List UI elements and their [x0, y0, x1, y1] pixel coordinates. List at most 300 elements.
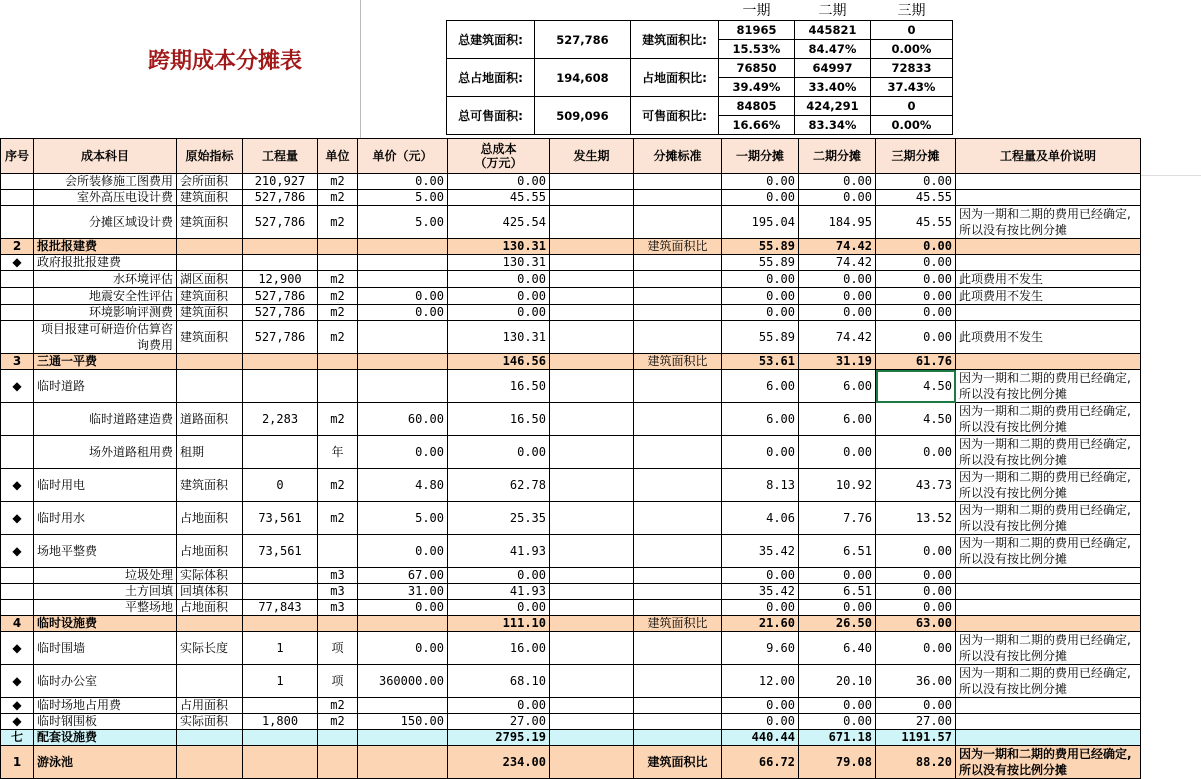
unit-price-cell[interactable]: 0.00 — [358, 632, 448, 665]
phase-ratio-cell[interactable]: 83.34% — [795, 116, 871, 135]
total-cost-cell[interactable]: 0.00 — [448, 271, 550, 288]
metric-cell[interactable] — [177, 730, 243, 746]
metric-cell[interactable]: 建筑面积 — [177, 190, 243, 206]
allocation-standard-cell[interactable] — [634, 469, 722, 502]
unit-price-cell[interactable] — [358, 370, 448, 403]
note-cell[interactable] — [956, 730, 1141, 746]
quantity-cell[interactable]: 0 — [243, 469, 318, 502]
allocation-standard-cell[interactable] — [634, 436, 722, 469]
total-cost-cell[interactable]: 25.35 — [448, 502, 550, 535]
phase1-cell[interactable]: 440.44 — [722, 730, 799, 746]
period-cell[interactable] — [550, 436, 634, 469]
phase3-cell[interactable]: 0.00 — [876, 568, 956, 584]
cost-item-cell[interactable]: 室外高压电设计费 — [34, 190, 177, 206]
metric-cell[interactable] — [177, 665, 243, 698]
allocation-standard-cell[interactable] — [634, 255, 722, 271]
seq-cell[interactable]: 七 — [1, 730, 34, 746]
period-cell[interactable] — [550, 403, 634, 436]
seq-cell[interactable]: ◆ — [1, 535, 34, 568]
phase1-cell[interactable]: 4.06 — [722, 502, 799, 535]
period-cell[interactable] — [550, 698, 634, 714]
phase1-cell[interactable]: 0.00 — [722, 174, 799, 190]
note-cell[interactable]: 因为一期和二期的费用已经确定,所以没有按比例分摊 — [956, 502, 1141, 535]
unit-price-cell[interactable]: 0.00 — [358, 174, 448, 190]
note-cell[interactable] — [956, 600, 1141, 616]
unit-cell[interactable]: m2 — [318, 288, 358, 305]
phase-area-cell[interactable]: 84805 — [719, 97, 795, 116]
phase2-cell[interactable]: 0.00 — [799, 600, 876, 616]
allocation-standard-cell[interactable] — [634, 632, 722, 665]
period-cell[interactable] — [550, 746, 634, 779]
seq-cell[interactable] — [1, 271, 34, 288]
cost-item-cell[interactable]: 地震安全性评估 — [34, 288, 177, 305]
unit-price-cell[interactable] — [358, 255, 448, 271]
metric-cell[interactable]: 建筑面积 — [177, 469, 243, 502]
total-cost-cell[interactable]: 2795.19 — [448, 730, 550, 746]
phase2-cell[interactable]: 0.00 — [799, 305, 876, 321]
period-cell[interactable] — [550, 321, 634, 354]
column-header[interactable]: 二期分摊 — [799, 139, 876, 174]
unit-cell[interactable] — [318, 255, 358, 271]
note-cell[interactable] — [956, 305, 1141, 321]
note-cell[interactable]: 此项费用不发生 — [956, 321, 1141, 354]
unit-cell[interactable]: m3 — [318, 600, 358, 616]
note-cell[interactable]: 因为一期和二期的费用已经确定,所以没有按比例分摊 — [956, 632, 1141, 665]
unit-price-cell[interactable]: 150.00 — [358, 714, 448, 730]
ratio-label[interactable]: 建筑面积比: — [631, 21, 719, 59]
allocation-standard-cell[interactable] — [634, 584, 722, 600]
phase1-cell[interactable]: 0.00 — [722, 271, 799, 288]
phase3-cell[interactable]: 0.00 — [876, 632, 956, 665]
metric-cell[interactable]: 占地面积 — [177, 600, 243, 616]
unit-cell[interactable]: 项 — [318, 632, 358, 665]
quantity-cell[interactable]: 2,283 — [243, 403, 318, 436]
phase1-cell[interactable]: 55.89 — [722, 239, 799, 255]
period-cell[interactable] — [550, 239, 634, 255]
phase3-cell[interactable]: 0.00 — [876, 584, 956, 600]
phase-area-cell[interactable]: 424,291 — [795, 97, 871, 116]
period-cell[interactable] — [550, 206, 634, 239]
period-cell[interactable] — [550, 174, 634, 190]
unit-price-cell[interactable]: 67.00 — [358, 568, 448, 584]
phase3-cell[interactable]: 0.00 — [876, 255, 956, 271]
unit-cell[interactable]: m2 — [318, 174, 358, 190]
unit-cell[interactable] — [318, 370, 358, 403]
column-header[interactable]: 序号 — [1, 139, 34, 174]
total-cost-cell[interactable]: 130.31 — [448, 321, 550, 354]
phase2-cell[interactable]: 6.00 — [799, 403, 876, 436]
note-cell[interactable]: 因为一期和二期的费用已经确定,所以没有按比例分摊 — [956, 746, 1141, 779]
allocation-standard-cell[interactable] — [634, 502, 722, 535]
total-cost-cell[interactable]: 425.54 — [448, 206, 550, 239]
unit-price-cell[interactable]: 60.00 — [358, 403, 448, 436]
total-cost-cell[interactable]: 0.00 — [448, 698, 550, 714]
phase2-cell[interactable]: 74.42 — [799, 321, 876, 354]
phase-area-cell[interactable]: 81965 — [719, 21, 795, 40]
phase2-cell[interactable]: 0.00 — [799, 568, 876, 584]
phase1-cell[interactable]: 35.42 — [722, 535, 799, 568]
total-cost-cell[interactable]: 0.00 — [448, 436, 550, 469]
note-cell[interactable] — [956, 255, 1141, 271]
cost-item-cell[interactable]: 临时设施费 — [34, 616, 177, 632]
unit-cell[interactable]: m2 — [318, 502, 358, 535]
phase2-cell[interactable]: 0.00 — [799, 436, 876, 469]
metric-cell[interactable]: 租期 — [177, 436, 243, 469]
unit-price-cell[interactable]: 0.00 — [358, 305, 448, 321]
period-cell[interactable] — [550, 730, 634, 746]
allocation-standard-cell[interactable] — [634, 568, 722, 584]
note-cell[interactable]: 因为一期和二期的费用已经确定,所以没有按比例分摊 — [956, 535, 1141, 568]
allocation-standard-cell[interactable]: 建筑面积比 — [634, 746, 722, 779]
ratio-label[interactable]: 可售面积比: — [631, 97, 719, 135]
phase3-cell[interactable]: 0.00 — [876, 600, 956, 616]
phase3-cell[interactable]: 61.76 — [876, 354, 956, 370]
unit-cell[interactable]: m2 — [318, 403, 358, 436]
unit-cell[interactable]: 项 — [318, 665, 358, 698]
metric-cell[interactable]: 实际面积 — [177, 714, 243, 730]
unit-price-cell[interactable]: 5.00 — [358, 206, 448, 239]
period-cell[interactable] — [550, 271, 634, 288]
cost-item-cell[interactable]: 临时办公室 — [34, 665, 177, 698]
seq-cell[interactable] — [1, 321, 34, 354]
phase2-cell[interactable]: 7.76 — [799, 502, 876, 535]
unit-cell[interactable]: m2 — [318, 469, 358, 502]
seq-cell[interactable]: ◆ — [1, 502, 34, 535]
seq-cell[interactable]: ◆ — [1, 714, 34, 730]
unit-cell[interactable]: m3 — [318, 584, 358, 600]
quantity-cell[interactable]: 73,561 — [243, 535, 318, 568]
unit-cell[interactable]: m2 — [318, 271, 358, 288]
cost-item-cell[interactable]: 分摊区域设计费 — [34, 206, 177, 239]
quantity-cell[interactable] — [243, 584, 318, 600]
total-cost-cell[interactable]: 0.00 — [448, 288, 550, 305]
total-cost-cell[interactable]: 0.00 — [448, 568, 550, 584]
phase-ratio-cell[interactable]: 39.49% — [719, 78, 795, 97]
phase2-cell[interactable]: 79.08 — [799, 746, 876, 779]
unit-cell[interactable]: m2 — [318, 206, 358, 239]
seq-cell[interactable]: ◆ — [1, 665, 34, 698]
seq-cell[interactable]: 2 — [1, 239, 34, 255]
period-cell[interactable] — [550, 584, 634, 600]
note-cell[interactable] — [956, 239, 1141, 255]
note-cell[interactable] — [956, 698, 1141, 714]
note-cell[interactable]: 因为一期和二期的费用已经确定,所以没有按比例分摊 — [956, 206, 1141, 239]
note-cell[interactable]: 此项费用不发生 — [956, 288, 1141, 305]
phase3-cell[interactable]: 0.00 — [876, 436, 956, 469]
cost-item-cell[interactable]: 临时围墙 — [34, 632, 177, 665]
quantity-cell[interactable] — [243, 746, 318, 779]
period-cell[interactable] — [550, 288, 634, 305]
allocation-standard-cell[interactable] — [634, 305, 722, 321]
phase3-cell[interactable]: 0.00 — [876, 174, 956, 190]
quantity-cell[interactable]: 77,843 — [243, 600, 318, 616]
phase3-cell[interactable]: 0.00 — [876, 305, 956, 321]
phase3-cell[interactable]: 0.00 — [876, 288, 956, 305]
cost-item-cell[interactable]: 游泳池 — [34, 746, 177, 779]
note-cell[interactable]: 因为一期和二期的费用已经确定,所以没有按比例分摊 — [956, 469, 1141, 502]
phase1-cell[interactable]: 0.00 — [722, 600, 799, 616]
cost-item-cell[interactable]: 临时道路 — [34, 370, 177, 403]
phase-ratio-cell[interactable]: 33.40% — [795, 78, 871, 97]
seq-cell[interactable] — [1, 600, 34, 616]
metric-cell[interactable] — [177, 239, 243, 255]
allocation-standard-cell[interactable] — [634, 665, 722, 698]
column-header[interactable]: 分摊标准 — [634, 139, 722, 174]
total-cost-cell[interactable]: 45.55 — [448, 190, 550, 206]
cost-item-cell[interactable]: 会所装修施工图费用 — [34, 174, 177, 190]
phase3-cell[interactable]: 4.50 — [876, 370, 956, 403]
cost-item-cell[interactable]: 报批报建费 — [34, 239, 177, 255]
total-cost-cell[interactable]: 16.50 — [448, 403, 550, 436]
metric-cell[interactable]: 占地面积 — [177, 502, 243, 535]
unit-cell[interactable]: m2 — [318, 305, 358, 321]
unit-price-cell[interactable] — [358, 271, 448, 288]
cost-item-cell[interactable]: 临时场地占用费 — [34, 698, 177, 714]
allocation-standard-cell[interactable]: 建筑面积比 — [634, 354, 722, 370]
phase2-cell[interactable]: 6.40 — [799, 632, 876, 665]
allocation-standard-cell[interactable] — [634, 730, 722, 746]
note-cell[interactable]: 因为一期和二期的费用已经确定,所以没有按比例分摊 — [956, 665, 1141, 698]
unit-cell[interactable]: 年 — [318, 436, 358, 469]
phase-area-cell[interactable]: 445821 — [795, 21, 871, 40]
phase2-cell[interactable]: 20.10 — [799, 665, 876, 698]
quantity-cell[interactable] — [243, 568, 318, 584]
unit-price-cell[interactable]: 360000.00 — [358, 665, 448, 698]
quantity-cell[interactable]: 527,786 — [243, 288, 318, 305]
period-cell[interactable] — [550, 255, 634, 271]
phase3-cell[interactable]: 0.00 — [876, 239, 956, 255]
allocation-standard-cell[interactable] — [634, 698, 722, 714]
cost-item-cell[interactable]: 水环境评估 — [34, 271, 177, 288]
column-header[interactable]: 单位 — [318, 139, 358, 174]
cost-item-cell[interactable]: 临时钢围板 — [34, 714, 177, 730]
unit-price-cell[interactable] — [358, 354, 448, 370]
phase-ratio-cell[interactable]: 16.66% — [719, 116, 795, 135]
unit-cell[interactable] — [318, 746, 358, 779]
phase1-cell[interactable]: 0.00 — [722, 436, 799, 469]
phase1-cell[interactable]: 0.00 — [722, 698, 799, 714]
note-cell[interactable]: 因为一期和二期的费用已经确定,所以没有按比例分摊 — [956, 403, 1141, 436]
unit-cell[interactable] — [318, 616, 358, 632]
phase2-cell[interactable]: 184.95 — [799, 206, 876, 239]
cost-item-cell[interactable]: 项目报建可研造价估算咨询费用 — [34, 321, 177, 354]
quantity-cell[interactable] — [243, 255, 318, 271]
metric-cell[interactable] — [177, 255, 243, 271]
metric-cell[interactable]: 占用面积 — [177, 698, 243, 714]
quantity-cell[interactable]: 210,927 — [243, 174, 318, 190]
phase1-cell[interactable]: 8.13 — [722, 469, 799, 502]
quantity-cell[interactable] — [243, 698, 318, 714]
metric-cell[interactable]: 建筑面积 — [177, 321, 243, 354]
phase3-cell[interactable]: 88.20 — [876, 746, 956, 779]
phase2-cell[interactable]: 31.19 — [799, 354, 876, 370]
total-cost-cell[interactable]: 62.78 — [448, 469, 550, 502]
phase1-cell[interactable]: 195.04 — [722, 206, 799, 239]
seq-cell[interactable] — [1, 436, 34, 469]
phase2-cell[interactable]: 0.00 — [799, 174, 876, 190]
unit-cell[interactable]: m2 — [318, 190, 358, 206]
phase1-cell[interactable]: 12.00 — [722, 665, 799, 698]
column-header[interactable]: 原始指标 — [177, 139, 243, 174]
total-cost-cell[interactable]: 41.93 — [448, 535, 550, 568]
phase3-cell[interactable]: 0.00 — [876, 698, 956, 714]
summary-label[interactable]: 总可售面积: — [447, 97, 535, 135]
quantity-cell[interactable]: 12,900 — [243, 271, 318, 288]
unit-cell[interactable] — [318, 239, 358, 255]
column-header[interactable]: 成本科目 — [34, 139, 177, 174]
allocation-standard-cell[interactable] — [634, 600, 722, 616]
note-cell[interactable]: 因为一期和二期的费用已经确定,所以没有按比例分摊 — [956, 370, 1141, 403]
phase1-cell[interactable]: 0.00 — [722, 568, 799, 584]
unit-cell[interactable] — [318, 535, 358, 568]
unit-price-cell[interactable] — [358, 730, 448, 746]
phase-area-cell[interactable]: 0 — [871, 21, 953, 40]
metric-cell[interactable]: 建筑面积 — [177, 206, 243, 239]
metric-cell[interactable]: 回填体积 — [177, 584, 243, 600]
cost-item-cell[interactable]: 临时道路建造费 — [34, 403, 177, 436]
seq-cell[interactable]: 4 — [1, 616, 34, 632]
total-cost-cell[interactable]: 146.56 — [448, 354, 550, 370]
cost-item-cell[interactable]: 政府报批报建费 — [34, 255, 177, 271]
metric-cell[interactable]: 湖区面积 — [177, 271, 243, 288]
cost-item-cell[interactable]: 临时用电 — [34, 469, 177, 502]
metric-cell[interactable]: 实际体积 — [177, 568, 243, 584]
phase3-cell[interactable]: 63.00 — [876, 616, 956, 632]
phase3-cell[interactable]: 36.00 — [876, 665, 956, 698]
total-cost-cell[interactable]: 16.00 — [448, 632, 550, 665]
metric-cell[interactable]: 实际长度 — [177, 632, 243, 665]
phase3-cell[interactable]: 1191.57 — [876, 730, 956, 746]
phase3-cell[interactable]: 43.73 — [876, 469, 956, 502]
phase2-cell[interactable]: 0.00 — [799, 190, 876, 206]
quantity-cell[interactable]: 527,786 — [243, 321, 318, 354]
period-cell[interactable] — [550, 535, 634, 568]
quantity-cell[interactable] — [243, 730, 318, 746]
unit-price-cell[interactable]: 0.00 — [358, 600, 448, 616]
total-cost-cell[interactable]: 27.00 — [448, 714, 550, 730]
allocation-standard-cell[interactable] — [634, 174, 722, 190]
unit-price-cell[interactable] — [358, 616, 448, 632]
period-cell[interactable] — [550, 632, 634, 665]
phase1-cell[interactable]: 53.61 — [722, 354, 799, 370]
seq-cell[interactable] — [1, 568, 34, 584]
phase-ratio-cell[interactable]: 37.43% — [871, 78, 953, 97]
allocation-standard-cell[interactable] — [634, 288, 722, 305]
phase2-cell[interactable]: 0.00 — [799, 288, 876, 305]
note-cell[interactable] — [956, 616, 1141, 632]
seq-cell[interactable] — [1, 305, 34, 321]
quantity-cell[interactable]: 527,786 — [243, 206, 318, 239]
unit-price-cell[interactable]: 5.00 — [358, 190, 448, 206]
unit-cell[interactable]: m2 — [318, 321, 358, 354]
unit-cell[interactable]: m2 — [318, 698, 358, 714]
phase2-cell[interactable]: 10.92 — [799, 469, 876, 502]
unit-price-cell[interactable] — [358, 746, 448, 779]
total-cost-cell[interactable]: 0.00 — [448, 305, 550, 321]
cost-item-cell[interactable]: 平整场地 — [34, 600, 177, 616]
allocation-standard-cell[interactable]: 建筑面积比 — [634, 616, 722, 632]
total-cost-cell[interactable]: 68.10 — [448, 665, 550, 698]
seq-cell[interactable] — [1, 584, 34, 600]
quantity-cell[interactable]: 527,786 — [243, 190, 318, 206]
phase3-cell[interactable]: 0.00 — [876, 321, 956, 354]
allocation-standard-cell[interactable] — [634, 403, 722, 436]
note-cell[interactable]: 因为一期和二期的费用已经确定,所以没有按比例分摊 — [956, 436, 1141, 469]
note-cell[interactable] — [956, 714, 1141, 730]
column-header[interactable]: 一期分摊 — [722, 139, 799, 174]
period-cell[interactable] — [550, 190, 634, 206]
unit-price-cell[interactable] — [358, 698, 448, 714]
phase3-cell[interactable]: 0.00 — [876, 271, 956, 288]
summary-value[interactable]: 509,096 — [535, 97, 631, 135]
phase1-cell[interactable]: 35.42 — [722, 584, 799, 600]
phase3-cell[interactable]: 45.55 — [876, 206, 956, 239]
seq-cell[interactable]: ◆ — [1, 370, 34, 403]
cost-item-cell[interactable]: 场外道路租用费 — [34, 436, 177, 469]
note-cell[interactable] — [956, 190, 1141, 206]
note-cell[interactable] — [956, 174, 1141, 190]
note-cell[interactable]: 此项费用不发生 — [956, 271, 1141, 288]
cost-item-cell[interactable]: 场地平整费 — [34, 535, 177, 568]
phase3-cell[interactable]: 13.52 — [876, 502, 956, 535]
unit-price-cell[interactable]: 0.00 — [358, 288, 448, 305]
seq-cell[interactable] — [1, 174, 34, 190]
allocation-standard-cell[interactable] — [634, 190, 722, 206]
total-cost-cell[interactable]: 41.93 — [448, 584, 550, 600]
phase-ratio-cell[interactable]: 84.47% — [795, 40, 871, 59]
allocation-standard-cell[interactable] — [634, 271, 722, 288]
seq-cell[interactable] — [1, 190, 34, 206]
phase2-cell[interactable]: 6.00 — [799, 370, 876, 403]
period-cell[interactable] — [550, 600, 634, 616]
unit-price-cell[interactable] — [358, 321, 448, 354]
phase-ratio-cell[interactable]: 15.53% — [719, 40, 795, 59]
metric-cell[interactable] — [177, 370, 243, 403]
period-cell[interactable] — [550, 568, 634, 584]
cost-item-cell[interactable]: 垃圾处理 — [34, 568, 177, 584]
cost-item-cell[interactable]: 临时用水 — [34, 502, 177, 535]
phase2-cell[interactable]: 26.50 — [799, 616, 876, 632]
metric-cell[interactable] — [177, 746, 243, 779]
phase1-cell[interactable]: 9.60 — [722, 632, 799, 665]
note-cell[interactable] — [956, 354, 1141, 370]
metric-cell[interactable]: 占地面积 — [177, 535, 243, 568]
period-cell[interactable] — [550, 616, 634, 632]
total-cost-cell[interactable]: 130.31 — [448, 239, 550, 255]
unit-price-cell[interactable]: 5.00 — [358, 502, 448, 535]
metric-cell[interactable] — [177, 616, 243, 632]
phase2-cell[interactable]: 6.51 — [799, 535, 876, 568]
note-cell[interactable] — [956, 584, 1141, 600]
column-header[interactable]: 三期分摊 — [876, 139, 956, 174]
phase3-cell[interactable]: 4.50 — [876, 403, 956, 436]
phase1-cell[interactable]: 21.60 — [722, 616, 799, 632]
phase1-cell[interactable]: 6.00 — [722, 403, 799, 436]
column-header[interactable]: 单价（元） — [358, 139, 448, 174]
metric-cell[interactable]: 会所面积 — [177, 174, 243, 190]
cost-item-cell[interactable]: 环境影响评测费 — [34, 305, 177, 321]
quantity-cell[interactable] — [243, 354, 318, 370]
phase-ratio-cell[interactable]: 0.00% — [871, 116, 953, 135]
note-cell[interactable] — [956, 568, 1141, 584]
phase2-cell[interactable]: 671.18 — [799, 730, 876, 746]
period-cell[interactable] — [550, 714, 634, 730]
phase1-cell[interactable]: 66.72 — [722, 746, 799, 779]
unit-price-cell[interactable]: 31.00 — [358, 584, 448, 600]
allocation-standard-cell[interactable] — [634, 206, 722, 239]
column-header[interactable]: 发生期 — [550, 139, 634, 174]
column-header[interactable]: 工程量 — [243, 139, 318, 174]
